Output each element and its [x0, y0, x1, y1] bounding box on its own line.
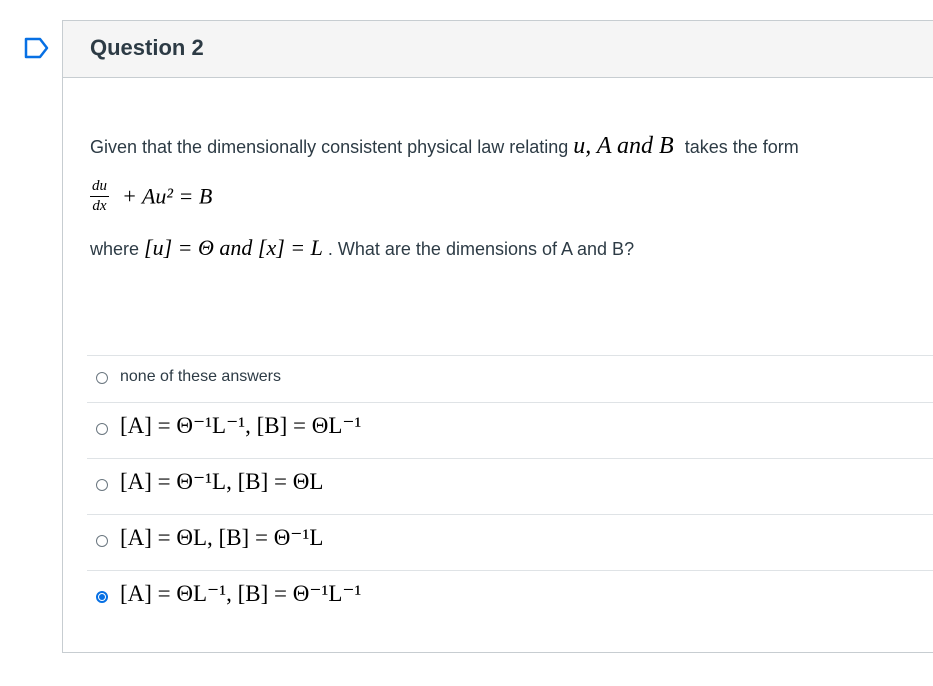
- intro-vars: u, A and B: [573, 133, 674, 159]
- radio-button[interactable]: [96, 535, 108, 547]
- answer-label[interactable]: [A] = ΘL⁻¹, [B] = Θ⁻¹L⁻¹: [120, 581, 362, 606]
- answer-option[interactable]: [87, 458, 933, 514]
- fraction-numerator: du: [90, 179, 109, 197]
- answer-option[interactable]: [87, 514, 933, 570]
- answer-label[interactable]: [A] = Θ⁻¹L⁻¹, [B] = ΘL⁻¹: [120, 413, 362, 438]
- where-math: [u] = Θ and [x] = L: [144, 235, 323, 260]
- intro-tail: takes the form: [684, 137, 799, 157]
- answer-label[interactable]: none of these answers: [120, 368, 281, 385]
- answer-option[interactable]: [87, 355, 933, 402]
- answer-option-selected[interactable]: [87, 570, 933, 626]
- radio-button-selected[interactable]: [96, 591, 108, 603]
- equation-rest: + Au² = B: [122, 183, 213, 209]
- question-intro: [90, 133, 799, 160]
- answer-option[interactable]: [87, 402, 933, 458]
- radio-button[interactable]: [96, 479, 108, 491]
- flag-question-icon[interactable]: [24, 37, 50, 59]
- radio-button[interactable]: [96, 372, 108, 384]
- question-card: [62, 20, 933, 653]
- equation: [90, 179, 212, 214]
- where-line: [90, 235, 634, 261]
- question-title: Question 2: [90, 35, 204, 60]
- answer-list: [87, 355, 933, 626]
- radio-button[interactable]: [96, 423, 108, 435]
- derivative-fraction: [90, 179, 109, 214]
- where-prefix: where: [90, 239, 140, 259]
- fraction-denominator: dx: [92, 198, 107, 214]
- answer-label[interactable]: [A] = Θ⁻¹L, [B] = ΘL: [120, 469, 324, 494]
- answer-label[interactable]: [A] = ΘL, [B] = Θ⁻¹L: [120, 525, 324, 550]
- where-tail: . What are the dimensions of A and B?: [327, 239, 635, 259]
- question-header: [63, 21, 933, 78]
- intro-text: Given that the dimensionally consistent physical law relating: [90, 137, 569, 157]
